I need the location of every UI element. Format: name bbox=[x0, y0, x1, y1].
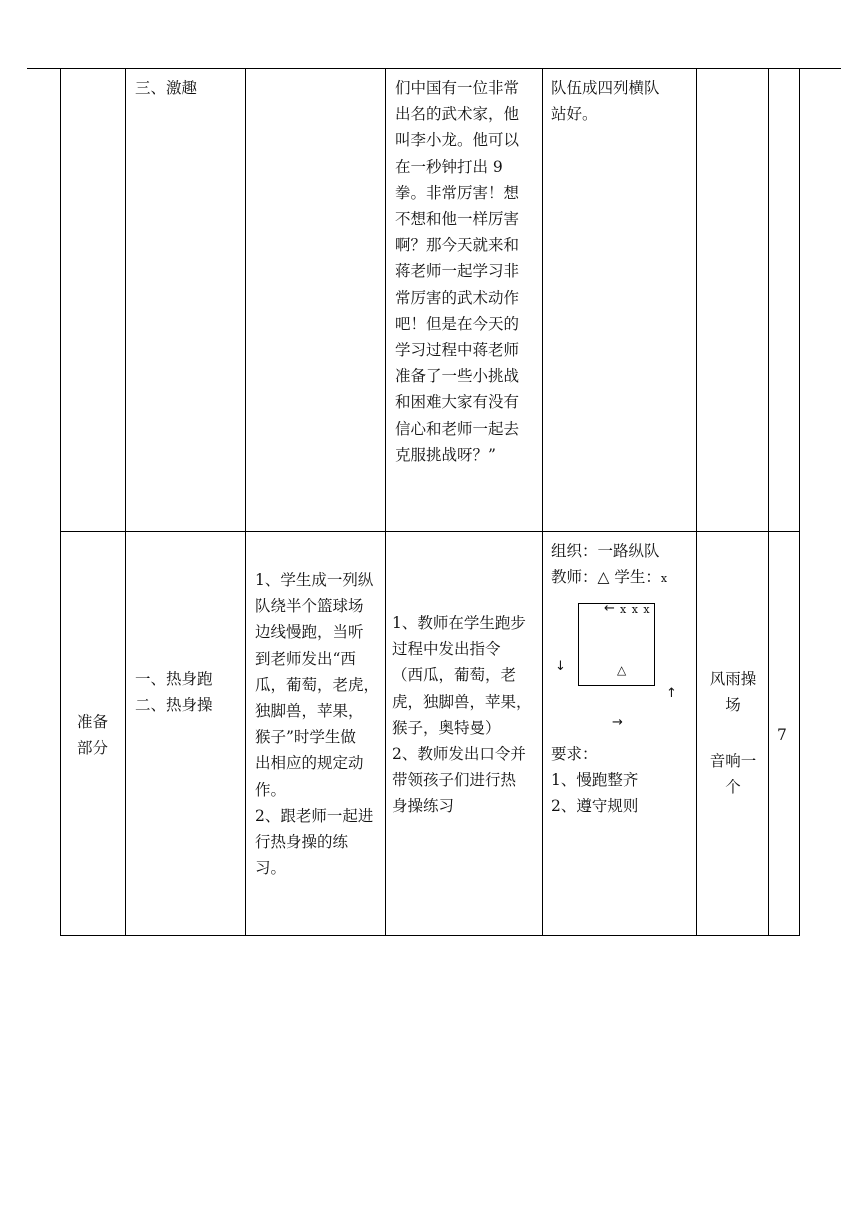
text-line: 克服挑战呀？” bbox=[395, 445, 496, 464]
part-label: 准备 bbox=[77, 713, 109, 731]
students-marker: x x x bbox=[620, 603, 651, 616]
row2-time-cell bbox=[777, 722, 787, 748]
header-rule bbox=[27, 68, 841, 69]
down-arrow-icon: ↓ bbox=[555, 659, 566, 674]
content-label: 三、激趣 bbox=[135, 79, 198, 97]
organization-legend bbox=[551, 564, 667, 592]
text-line: 准备了一些小挑战 bbox=[395, 367, 520, 386]
text-line: 学习过程中蒋老师 bbox=[395, 341, 520, 360]
row2-teacher-cell bbox=[392, 610, 532, 820]
text-line: 瓜，葡萄，老虎， bbox=[255, 675, 380, 694]
left-arrow-icon: ← bbox=[604, 601, 615, 616]
requirements-title: 要求： bbox=[551, 745, 598, 763]
table-border-left bbox=[60, 68, 61, 936]
row2-content-cell bbox=[135, 666, 213, 718]
row1-organization-cell bbox=[551, 75, 660, 127]
text-line: 叫李小龙。他可以 bbox=[395, 131, 520, 150]
text-line: 1、学生成一列纵 bbox=[255, 571, 374, 589]
text-line: 行热身操的练 bbox=[255, 833, 349, 852]
content-item: 一、热身跑 bbox=[135, 670, 213, 688]
text-line: 出相应的规定动 bbox=[255, 754, 364, 773]
text-line: 猴子”时学生做 bbox=[255, 728, 356, 747]
part-label: 部分 bbox=[77, 739, 109, 758]
text-line: 习。 bbox=[255, 859, 287, 878]
text-line: 常厉害的武术动作 bbox=[395, 288, 520, 307]
text-line: 们中国有一位非常 bbox=[395, 79, 520, 97]
table-col-divider bbox=[125, 68, 126, 936]
equipment-line: 个 bbox=[725, 778, 741, 797]
text-line: 不想和他一样厉害 bbox=[395, 210, 520, 229]
text-line: 蒋老师一起学习非 bbox=[395, 262, 520, 281]
table-col-divider bbox=[696, 68, 697, 936]
text-line: （西瓜，葡萄，老 bbox=[392, 666, 517, 685]
requirement-item: 1、慢跑整齐 bbox=[551, 771, 639, 790]
legend-text: 教师：△ 学生： bbox=[551, 568, 661, 587]
time-value: 7 bbox=[777, 726, 787, 744]
text-line: 独脚兽，苹果， bbox=[255, 702, 364, 721]
row1-content-cell bbox=[135, 75, 197, 101]
venue-line: 场 bbox=[725, 696, 741, 715]
row2-student-cell bbox=[255, 567, 379, 881]
student-symbol: x bbox=[660, 572, 668, 586]
text-line: 站好。 bbox=[551, 105, 598, 124]
row2-venue-cell bbox=[707, 666, 759, 718]
text-line: 1、教师在学生跑步 bbox=[392, 614, 526, 632]
row1-teacher-cell bbox=[395, 75, 519, 468]
text-line: 啊？那今天就来和 bbox=[395, 236, 520, 255]
right-arrow-icon: → bbox=[612, 715, 623, 730]
text-line: 队绕半个篮球场 bbox=[255, 597, 364, 616]
text-line: 信心和老师一起去 bbox=[395, 419, 520, 438]
text-line: 拳。非常厉害！想 bbox=[395, 183, 520, 202]
table-col-divider bbox=[245, 68, 246, 936]
row2-part-cell bbox=[77, 709, 108, 761]
table-row-divider bbox=[60, 531, 800, 532]
table-col-divider bbox=[542, 68, 543, 936]
text-line: 边线慢跑，当听 bbox=[255, 623, 364, 642]
text-line: 出名的武术家，他 bbox=[395, 105, 520, 124]
text-line: 到老师发出“西 bbox=[255, 649, 356, 668]
table-col-divider bbox=[768, 68, 769, 936]
row2-organization-header bbox=[551, 538, 667, 592]
table-border-right bbox=[799, 68, 800, 936]
text-line: 队伍成四列横队 bbox=[551, 79, 660, 97]
up-arrow-icon: ↑ bbox=[666, 686, 677, 701]
text-line: 2、跟老师一起进 bbox=[255, 806, 374, 825]
text-line: 过程中发出指令 bbox=[392, 640, 501, 659]
row2-requirements bbox=[551, 741, 638, 820]
text-line: 带领孩子们进行热 bbox=[392, 771, 517, 790]
equipment-line: 音响一 bbox=[709, 752, 757, 770]
text-line: 虎，独脚兽，苹果， bbox=[392, 692, 532, 711]
text-line: 吧！但是在今天的 bbox=[395, 314, 520, 333]
text-line: 在一秒钟打出 9 bbox=[395, 157, 503, 176]
requirement-item: 2、遵守规则 bbox=[551, 797, 639, 816]
table-border-bottom bbox=[60, 935, 800, 936]
venue-line: 风雨操 bbox=[709, 670, 757, 688]
teacher-marker: △ bbox=[617, 663, 627, 677]
row2-equipment-cell bbox=[707, 748, 759, 800]
table-col-divider bbox=[385, 68, 386, 936]
text-line: 猴子，奥特曼） bbox=[392, 718, 501, 737]
content-item: 二、热身操 bbox=[135, 696, 213, 715]
text-line: 和困难大家有没有 bbox=[395, 393, 520, 412]
text-line: 2、教师发出口令并 bbox=[392, 745, 526, 764]
text-line: 作。 bbox=[255, 780, 287, 799]
text-line: 身操练习 bbox=[392, 797, 455, 816]
organization-line: 组织：一路纵队 bbox=[551, 542, 660, 560]
